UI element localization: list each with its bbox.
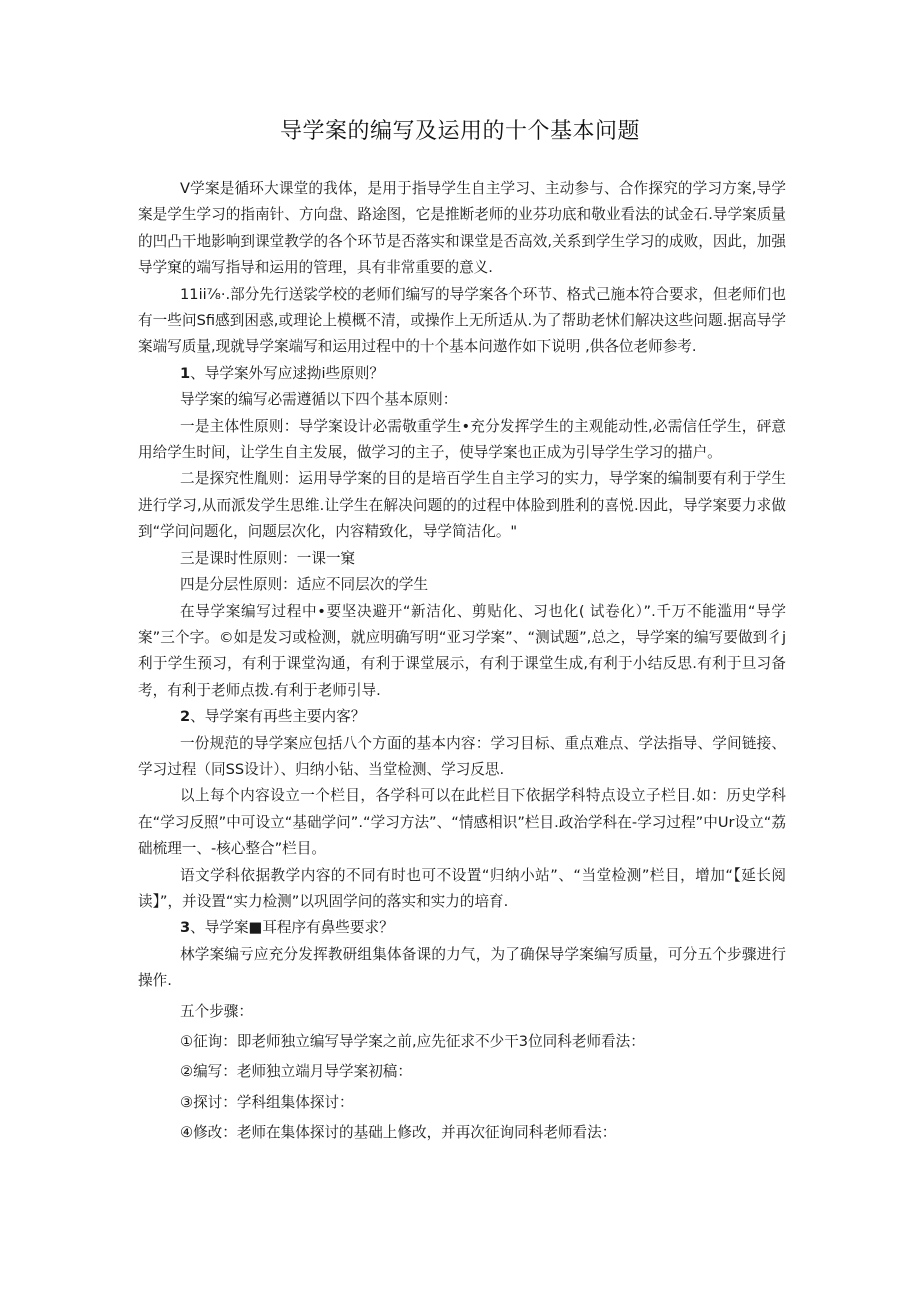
- section-number: 3: [180, 919, 191, 937]
- section-heading-2: [138, 704, 786, 730]
- section-heading-text: 导学案外写应逑拗i些原则？: [204, 364, 384, 382]
- step-item: ③探讨：学科组集体探讨：: [180, 1093, 354, 1111]
- section-number: 1: [180, 364, 191, 382]
- paragraph: 以上每个内容设立一个栏目，各学科可以在此栏目下依据学科特点设立子栏目.如：历史学科在“学习反照”中可设立“基础学问”.“学习方法”、“情感相识”栏目.政治学科在-学习过程”中Ur设立“荔础梳理一、-核心整合”栏目。: [138, 787, 786, 858]
- document-body: [138, 176, 786, 1147]
- section-heading-3: [138, 915, 786, 941]
- step-item: ①征询：即老师独立编写导学案之前,应先征求不少干3位同科老师看法：: [180, 1033, 645, 1050]
- section-heading-1: [138, 361, 786, 387]
- paragraph: 一份规范的导学案应包括八个方面的基本内容：学习目标、重点难点、学法指导、学间链接、学习过程（同SS设计）、归纳小钻、当堂检测、学习反思.: [138, 734, 786, 778]
- step-item: ④修改：老师在集体探讨的基础上修改，并再次征询同科老师看法：: [180, 1124, 617, 1142]
- paragraph-background: 11ii⅞·.部分先行送裟学校的老师们编写的导学案各个环节、格式己施本符合要求，但老师们也有一些问Sfi感到困惑,或理论上模概不清，或操作上无所适从.为了帮助老怵们解决这些问题.据高导学案端写质量,现就导学案端写和运用过程中的十个基本问遨作如下说明 ,供各位老师参考.: [138, 285, 786, 356]
- section-separator: 、: [190, 919, 205, 937]
- steps-heading: 五个步骤：: [180, 1002, 253, 1020]
- page-title: 导学案的编写及运用的十个基本问题: [279, 119, 640, 144]
- section-number: 2: [180, 708, 191, 726]
- section-separator: 、: [190, 364, 205, 382]
- paragraph: 林学案编亏应充分发挥教研组集体备课的力气，为了确保导学案编写质量，可分五个步骤进行操作.: [138, 945, 786, 990]
- section-heading-text: 导学案■耳程序有鼻些要求？: [204, 919, 394, 937]
- step-item: ②编写：老师独立端月导学案初稿：: [180, 1063, 412, 1081]
- paragraph-principle-3: 三是课时性原则：一课一窠: [180, 549, 356, 567]
- section-separator: 、: [190, 708, 205, 726]
- paragraph-intro: V学案是循环大课堂的我体，是用于指导学生自主学习、主动参与、合作探究的学习方案,导学案是学生学习的指南针、方向盘、路途图，它是推断老师的业芬功底和敬业看法的试金石.导学案质量的凹凸干地影响到课堂教学的各个环节是否落实和课堂是否高效,关系到学生学习的成败，因此，加强导学窠的端写指导和运用的管理，具有非常重要的意义.: [138, 180, 786, 277]
- paragraph: 在导学案编写过程中•要坚决避开“新洁化、剪贴化、习也化( 试卷化）”.千万不能滥用“导学案”三个字。©如是发习或检测，就应明确写明“亚习学案”、“测试题”,总之，导学案的编写要做到彳j利于学生预习，有利于课堂沟通，有利于课堂展示，有利于课堂生成,有利于小结反思.有利于旦习备考，有利于老师点拨.有利于老师引导.: [138, 602, 786, 699]
- section-heading-text: 导学案有再些主要内客？: [204, 708, 366, 726]
- paragraph-principle-1: 一是主体性原则：导学案设计必需敬重学生•充分发挥学生的主观能动性,必需信任学生，砰意用给学生时间，让学生自主发展，做学习的主子，使导学案也正成为引导学生学习的描户。: [138, 417, 786, 462]
- paragraph-principle-4: 四是分层性原则：适应不同层次的学生: [180, 576, 429, 594]
- paragraph: 语文学科依据教学内容的不同有时也可不设置“归纳小站”、“当堂检测”栏目，增加“【延长阅读】”，并设置“实力检测”以巩固学问的落实和实力的培育.: [138, 866, 786, 910]
- paragraph-principle-2: 二是探究性胤则：运用导学案的目的是培百学生自主学习的实力，导学案的编制要有利于学生进行学习,从而派发学生思维.让学生在解决问题的的过程中体脸到胜利的喜悦.因此，导学案要力求做到“学问问题化，问题层次化，内容精致化，导学简洁化。": [138, 470, 786, 541]
- paragraph: 导学案的编写必需遵循以下四个基本原则：: [180, 391, 458, 409]
